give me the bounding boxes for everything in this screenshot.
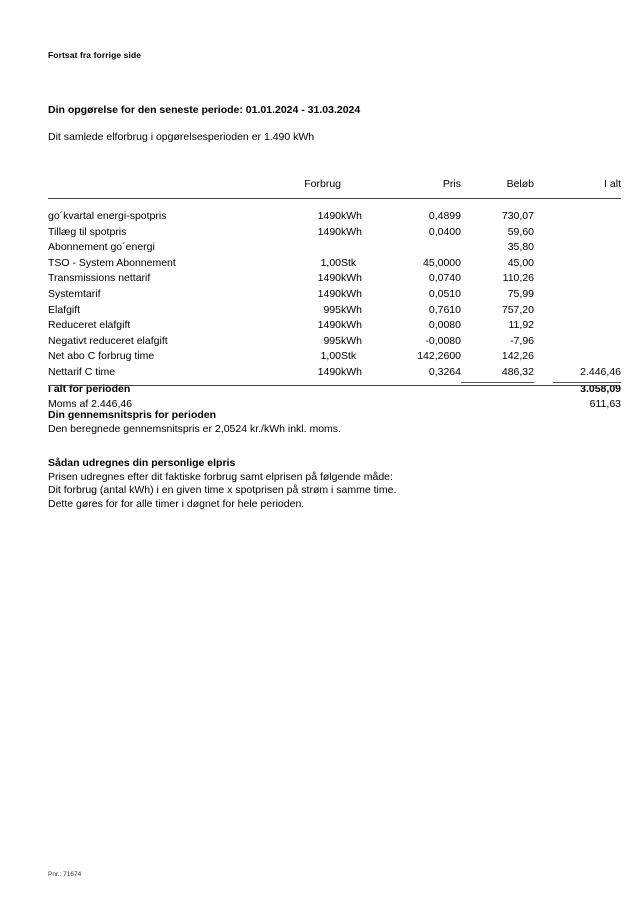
vat-amount [461,398,534,414]
row-amount: 75,99 [507,287,534,300]
row-spacer [534,319,553,335]
row-unit: kWh [341,210,362,222]
row-unit: kWh [341,319,362,332]
row-spacer [534,366,553,382]
row-total [553,319,621,335]
vat-price [383,398,461,414]
row-amount: 110,26 [502,272,534,285]
table-row [48,257,621,273]
row-unit [341,241,383,257]
row-description: Transmissions nettarif [48,272,151,285]
row-spacer [534,210,553,226]
row-spacer [534,226,553,242]
column-header-unit [341,178,383,199]
price-calculation-line-2: Dit forbrug (antal kWh) i en given time x spotprisen på strøm i samme time. [48,484,397,497]
row-description: go´kvartal energi-spotpris [48,210,167,222]
row-total [553,272,621,288]
row-price: 0,0080 [428,319,461,332]
row-spacer [534,350,553,366]
row-description: Nettarif C time [48,365,116,378]
row-amount: 142,26 [501,350,534,363]
row-unit: kWh [341,303,362,316]
row-total [553,257,621,273]
row-total [553,304,621,320]
price-calculation-block [48,457,396,511]
row-unit: kWh [341,272,362,285]
row-price: 45,0000 [423,256,461,269]
table-row [48,226,621,242]
row-quantity: 1490 [317,210,341,222]
row-quantity: 1490 [317,319,341,332]
row-price: -0,0080 [425,334,461,347]
table-bottom-rule [48,385,620,386]
row-amount: 486,32 [461,366,534,382]
column-header-amount: Beløb [461,178,534,199]
row-quantity: 1490 [317,225,341,238]
row-amount: 35,80 [507,241,534,254]
vat-label: Moms af 2.446,46 [48,398,133,411]
row-price: 0,0510 [428,287,461,300]
row-description: Negativt reduceret elafgift [48,334,168,347]
row-price [383,241,461,257]
row-total [553,288,621,304]
row-price: 0,4899 [428,210,461,222]
table-row [48,335,621,351]
row-amount: -7,96 [510,334,534,347]
billing-table [48,178,621,414]
row-quantity: 995 [323,303,341,316]
vat-spacer [534,398,553,414]
row-price: 142,2600 [417,350,461,363]
period-statement-heading: Din opgørelse for den seneste periode: 01.01.2024 - 31.03.2024 [48,104,361,116]
row-unit: kWh [341,287,362,300]
row-unit: kWh [341,365,362,378]
column-header-consumption: Forbrug [293,178,341,199]
average-price-heading: Din gennemsnitspris for perioden [48,409,217,421]
average-price-line: Den beregnede gennemsnitspris er 2,0524 kr./kWh inkl. moms. [48,422,341,435]
row-description: Systemtarif [48,287,101,300]
table-row [48,366,621,382]
row-total: 2.446,46 [553,366,621,382]
row-price: 0,3264 [428,365,461,378]
row-quantity: 1490 [317,365,341,378]
row-amount: 730,07 [501,210,534,222]
row-spacer [534,304,553,320]
price-calculation-line-3: Dette gøres for for alle timer i døgnet for hele perioden. [48,497,305,510]
table-row [48,272,621,288]
table-row [48,319,621,335]
billing-table-container [48,178,620,414]
average-price-block [48,409,341,436]
price-calculation-line-1: Prisen udregnes efter dit faktiske forbrug samt elprisen på følgende måde: [48,470,393,483]
row-description: Abonnement go´energi [48,241,155,254]
table-spacer-row [48,199,621,211]
row-description: Net abo C forbrug time [48,350,155,363]
table-row [48,241,621,257]
row-total [553,226,621,242]
grand-total-value: 3.058,09 [580,382,621,395]
row-amount: 59,60 [507,225,534,238]
table-row [48,288,621,304]
row-price: 0,7610 [428,303,461,316]
row-amount: 11,92 [508,319,534,332]
table-row [48,304,621,320]
row-quantity: 1,00 [320,350,341,363]
row-unit: kWh [341,334,362,347]
row-amount: 45,00 [507,256,534,269]
row-unit: Stk [341,350,357,363]
column-header-spacer [534,178,553,199]
row-quantity [293,241,341,257]
row-description: Elafgift [48,303,81,316]
vat-value: 611,63 [589,398,621,411]
grand-total-label: I alt for perioden [48,382,131,395]
row-price: 0,0400 [428,225,461,238]
row-unit: kWh [341,225,362,238]
price-calculation-heading: Sådan udregnes din personlige elpris [48,457,236,469]
row-unit: Stk [341,256,357,269]
row-quantity: 1490 [317,287,341,300]
row-quantity: 995 [323,334,341,347]
row-description: Reduceret elafgift [48,319,131,332]
row-total [553,350,621,366]
row-spacer [534,241,553,257]
footer-pnr: Pnr.: 71674 [48,871,82,878]
table-row [48,210,621,226]
row-total [553,241,621,257]
continued-from-previous-page-note: Fortsat fra forrige side [48,50,142,60]
table-row [48,350,621,366]
row-quantity: 1490 [317,272,341,285]
billing-table-body [48,199,621,414]
billing-table-head [48,178,621,199]
row-spacer [534,335,553,351]
row-total [553,210,621,226]
row-quantity: 1,00 [320,256,341,269]
row-description: TSO - System Abonnement [48,256,176,269]
row-spacer [534,257,553,273]
row-amount: 757,20 [501,303,534,316]
row-description: Tillæg til spotpris [48,225,127,238]
column-header-total: I alt [553,178,621,199]
row-price: 0,0740 [428,272,461,285]
column-header-description [48,178,293,199]
total-consumption-line: Dit samlede elforbrug i opgørelsesperioden er 1.490 kWh [48,131,315,143]
row-spacer [534,272,553,288]
column-header-price: Pris [383,178,461,199]
row-total [553,335,621,351]
row-spacer [534,288,553,304]
vat-unit [341,398,383,414]
